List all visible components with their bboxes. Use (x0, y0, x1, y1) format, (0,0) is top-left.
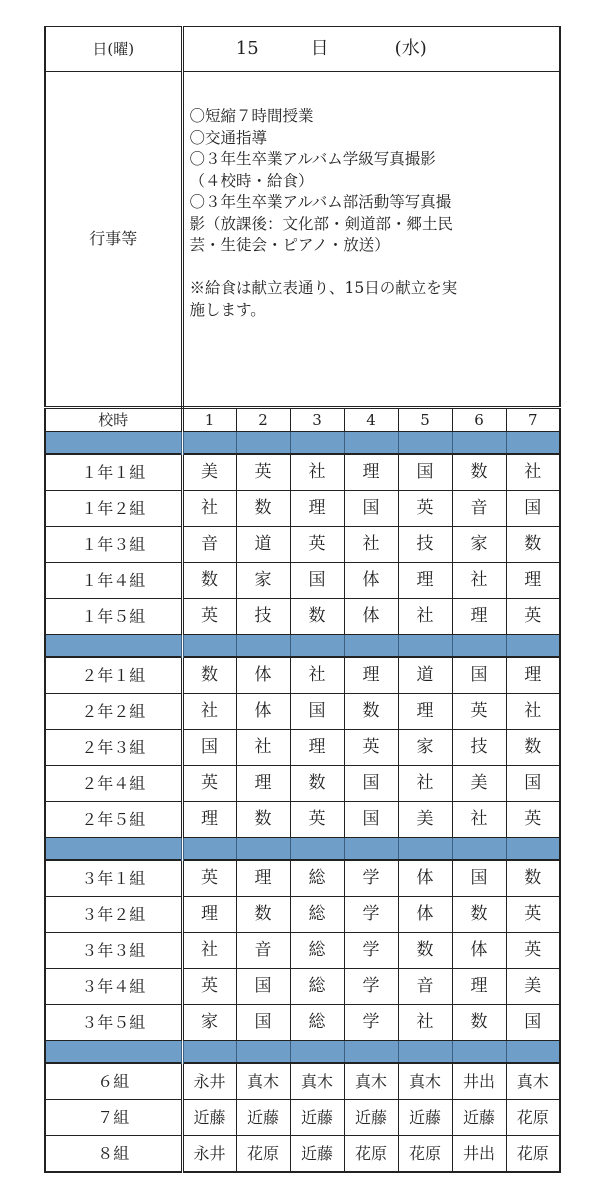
separator-cell (506, 432, 560, 455)
class-name: ２年５組 (45, 802, 182, 838)
events-row (45, 72, 560, 408)
events-content (182, 72, 560, 408)
subject-cell: 花原 (506, 1136, 560, 1173)
subject-cell: 数 (236, 491, 290, 527)
period-row (45, 408, 560, 432)
separator-cell (452, 432, 506, 455)
group-separator (45, 838, 560, 861)
separator-cell (344, 432, 398, 455)
subject-cell: 英 (398, 491, 452, 527)
subject-cell: 社 (344, 527, 398, 563)
subject-cell: 家 (452, 527, 506, 563)
subject-cell: 技 (398, 527, 452, 563)
subject-cell: 国 (506, 491, 560, 527)
subject-cell: 体 (452, 933, 506, 969)
class-name: ７組 (45, 1100, 182, 1136)
class-name: ３年２組 (45, 897, 182, 933)
class-row (45, 694, 560, 730)
separator-cell (182, 635, 236, 658)
subject-cell: 英 (290, 527, 344, 563)
subject-cell: 学 (344, 933, 398, 969)
subject-cell: 国 (452, 657, 506, 694)
separator-cell (236, 1041, 290, 1064)
subject-cell: 理 (182, 802, 236, 838)
separator-cell (344, 635, 398, 658)
subject-cell: 体 (236, 694, 290, 730)
separator-cell (506, 635, 560, 658)
class-name: ２年３組 (45, 730, 182, 766)
subject-cell: 理 (452, 969, 506, 1005)
subject-cell: 音 (236, 933, 290, 969)
subject-cell: 体 (236, 657, 290, 694)
separator-cell (45, 838, 182, 861)
subject-cell: 社 (182, 933, 236, 969)
subject-cell: 英 (182, 860, 236, 897)
subject-cell: 英 (452, 694, 506, 730)
subject-cell: 数 (182, 563, 236, 599)
subject-cell: 道 (236, 527, 290, 563)
subject-cell: 総 (290, 933, 344, 969)
period-number: 3 (290, 408, 344, 432)
separator-cell (236, 635, 290, 658)
subject-cell: 英 (236, 454, 290, 491)
subject-cell: 体 (344, 563, 398, 599)
subject-cell: 国 (398, 454, 452, 491)
subject-cell: 国 (236, 969, 290, 1005)
subject-cell: 花原 (236, 1136, 290, 1173)
subject-cell: 井出 (452, 1136, 506, 1173)
subject-cell: 社 (452, 802, 506, 838)
class-name: １年１組 (45, 454, 182, 491)
separator-cell (398, 1041, 452, 1064)
subject-cell: 理 (236, 860, 290, 897)
subject-cell: 技 (236, 599, 290, 635)
subject-cell: 数 (290, 766, 344, 802)
event-line: 〇３年生卒業アルバム学級写真撮影 (189, 150, 436, 168)
subject-cell: 数 (398, 933, 452, 969)
subject-cell: 英 (182, 969, 236, 1005)
class-row (45, 766, 560, 802)
subject-cell: 英 (182, 599, 236, 635)
subject-cell: 数 (236, 897, 290, 933)
separator-cell (452, 838, 506, 861)
subject-cell: 近藤 (344, 1100, 398, 1136)
subject-cell: 理 (398, 563, 452, 599)
class-name: ２年１組 (45, 657, 182, 694)
subject-cell: 国 (452, 860, 506, 897)
subject-cell: 体 (398, 860, 452, 897)
class-row (45, 1005, 560, 1041)
day-number: 15 (235, 38, 259, 59)
weekday: (水) (394, 38, 427, 59)
subject-cell: 国 (506, 766, 560, 802)
separator-cell (506, 1041, 560, 1064)
subject-cell: 英 (182, 766, 236, 802)
subject-cell: 国 (344, 766, 398, 802)
subject-cell: 真木 (236, 1063, 290, 1100)
subject-cell: 体 (344, 599, 398, 635)
event-line: 施します。 (189, 300, 266, 319)
class-name: １年５組 (45, 599, 182, 635)
class-name: ２年４組 (45, 766, 182, 802)
class-row (45, 491, 560, 527)
class-row (45, 802, 560, 838)
subject-cell: 真木 (344, 1063, 398, 1100)
period-number: 5 (398, 408, 452, 432)
subject-cell: 真木 (506, 1063, 560, 1100)
separator-cell (182, 838, 236, 861)
class-row (45, 1136, 560, 1173)
subject-cell: 理 (290, 730, 344, 766)
subject-cell: 数 (452, 1005, 506, 1041)
subject-cell: 数 (452, 897, 506, 933)
subject-cell: 数 (182, 657, 236, 694)
separator-cell (45, 432, 182, 455)
subject-cell: 理 (344, 454, 398, 491)
subject-cell: 国 (290, 563, 344, 599)
subject-cell: 国 (344, 491, 398, 527)
class-name: １年３組 (45, 527, 182, 563)
separator-cell (398, 432, 452, 455)
subject-cell: 美 (398, 802, 452, 838)
subject-cell: 総 (290, 860, 344, 897)
subject-cell: 近藤 (452, 1100, 506, 1136)
subject-cell: 花原 (344, 1136, 398, 1173)
subject-cell: 真木 (290, 1063, 344, 1100)
class-name: ３年３組 (45, 933, 182, 969)
group-separator (45, 1041, 560, 1064)
class-row (45, 563, 560, 599)
subject-cell: 社 (182, 491, 236, 527)
subject-cell: 美 (452, 766, 506, 802)
subject-cell: 社 (452, 563, 506, 599)
separator-cell (45, 635, 182, 658)
period-number: 6 (452, 408, 506, 432)
subject-cell: 近藤 (236, 1100, 290, 1136)
subject-cell: 社 (398, 1005, 452, 1041)
class-row (45, 1100, 560, 1136)
class-row (45, 599, 560, 635)
group-separator (45, 635, 560, 658)
subject-cell: 理 (506, 563, 560, 599)
date-label: 日(曜) (45, 27, 182, 72)
subject-cell: 音 (398, 969, 452, 1005)
subject-cell: 総 (290, 969, 344, 1005)
subject-cell: 理 (398, 694, 452, 730)
subject-cell: 数 (506, 860, 560, 897)
subject-cell: 家 (398, 730, 452, 766)
class-row (45, 969, 560, 1005)
subject-cell: 英 (506, 599, 560, 635)
event-line: （４校時・給食） (189, 171, 314, 190)
class-name: ６組 (45, 1063, 182, 1100)
separator-cell (182, 432, 236, 455)
subject-cell: 理 (182, 897, 236, 933)
subject-cell: 花原 (398, 1136, 452, 1173)
class-row (45, 933, 560, 969)
subject-cell: 総 (290, 1005, 344, 1041)
class-name: １年４組 (45, 563, 182, 599)
period-number: 2 (236, 408, 290, 432)
subject-cell: 音 (182, 527, 236, 563)
separator-cell (290, 838, 344, 861)
separator-cell (452, 1041, 506, 1064)
subject-cell: 美 (506, 969, 560, 1005)
separator-cell (344, 1041, 398, 1064)
timetable (44, 26, 561, 1173)
separator-cell (45, 1041, 182, 1064)
subject-cell: 国 (290, 694, 344, 730)
subject-cell: 国 (236, 1005, 290, 1041)
subject-cell: 社 (398, 599, 452, 635)
class-row (45, 730, 560, 766)
subject-cell: 理 (506, 657, 560, 694)
event-line: 〇短縮７時間授業 (189, 107, 314, 125)
subject-cell: 英 (290, 802, 344, 838)
separator-cell (290, 1041, 344, 1064)
subject-cell: 社 (506, 454, 560, 491)
subject-cell: 数 (344, 694, 398, 730)
event-line: ※給食は献立表通り、15日の献立を実 (189, 279, 458, 297)
subject-cell: 数 (506, 730, 560, 766)
subject-cell: 英 (506, 933, 560, 969)
date-row (45, 27, 560, 72)
class-row (45, 1063, 560, 1100)
subject-cell: 数 (236, 802, 290, 838)
date-value (182, 27, 560, 72)
class-row (45, 897, 560, 933)
subject-cell: 花原 (506, 1100, 560, 1136)
subject-cell: 学 (344, 860, 398, 897)
separator-cell (290, 432, 344, 455)
event-line: 影（放課後：文化部・剣道部・郷土民 (189, 214, 454, 233)
group-separator (45, 432, 560, 455)
class-name: １年２組 (45, 491, 182, 527)
class-name: ３年１組 (45, 860, 182, 897)
separator-cell (506, 838, 560, 861)
subject-cell: 技 (452, 730, 506, 766)
event-line: 〇交通指導 (189, 128, 268, 147)
period-number: 1 (182, 408, 236, 432)
event-line: 芸・生徒会・ピアノ・放送） (189, 236, 390, 254)
subject-cell: 社 (398, 766, 452, 802)
class-name: ２年２組 (45, 694, 182, 730)
subject-cell: 体 (398, 897, 452, 933)
subject-cell: 近藤 (182, 1100, 236, 1136)
subject-cell: 家 (182, 1005, 236, 1041)
subject-cell: 学 (344, 897, 398, 933)
class-name: ３年５組 (45, 1005, 182, 1041)
subject-cell: 井出 (452, 1063, 506, 1100)
subject-cell: 学 (344, 1005, 398, 1041)
day-char: 日 (310, 38, 329, 59)
event-gap (190, 257, 556, 279)
subject-cell: 国 (344, 802, 398, 838)
separator-cell (236, 838, 290, 861)
subject-cell: 近藤 (290, 1136, 344, 1173)
subject-cell: 永井 (182, 1063, 236, 1100)
subject-cell: 社 (290, 657, 344, 694)
subject-cell: 理 (344, 657, 398, 694)
subject-cell: 総 (290, 897, 344, 933)
events-label: 行事等 (45, 72, 182, 408)
subject-cell: 真木 (398, 1063, 452, 1100)
subject-cell: 社 (290, 454, 344, 491)
subject-cell: 数 (506, 527, 560, 563)
subject-cell: 国 (506, 1005, 560, 1041)
class-name: ３年４組 (45, 969, 182, 1005)
subject-cell: 理 (452, 599, 506, 635)
class-name: ８組 (45, 1136, 182, 1173)
class-row (45, 860, 560, 897)
event-line: 〇３年生卒業アルバム部活動等写真撮 (189, 193, 452, 211)
period-number: 7 (506, 408, 560, 432)
subject-cell: 道 (398, 657, 452, 694)
separator-cell (398, 838, 452, 861)
separator-cell (236, 432, 290, 455)
subject-cell: 英 (344, 730, 398, 766)
subject-cell: 数 (452, 454, 506, 491)
separator-cell (452, 635, 506, 658)
subject-cell: 理 (290, 491, 344, 527)
subject-cell: 社 (506, 694, 560, 730)
subject-cell: 近藤 (398, 1100, 452, 1136)
subject-cell: 英 (506, 897, 560, 933)
subject-cell: 学 (344, 969, 398, 1005)
subject-cell: 国 (182, 730, 236, 766)
separator-cell (182, 1041, 236, 1064)
subject-cell: 近藤 (290, 1100, 344, 1136)
period-label: 校時 (45, 408, 182, 432)
subject-cell: 数 (290, 599, 344, 635)
subject-cell: 音 (452, 491, 506, 527)
separator-cell (344, 838, 398, 861)
class-row (45, 527, 560, 563)
class-row (45, 454, 560, 491)
separator-cell (290, 635, 344, 658)
subject-cell: 社 (236, 730, 290, 766)
timetable-sheet (44, 26, 561, 1173)
class-row (45, 657, 560, 694)
subject-cell: 家 (236, 563, 290, 599)
subject-cell: 美 (182, 454, 236, 491)
period-number: 4 (344, 408, 398, 432)
subject-cell: 社 (182, 694, 236, 730)
subject-cell: 英 (506, 802, 560, 838)
subject-cell: 永井 (182, 1136, 236, 1173)
subject-cell: 理 (236, 766, 290, 802)
separator-cell (398, 635, 452, 658)
